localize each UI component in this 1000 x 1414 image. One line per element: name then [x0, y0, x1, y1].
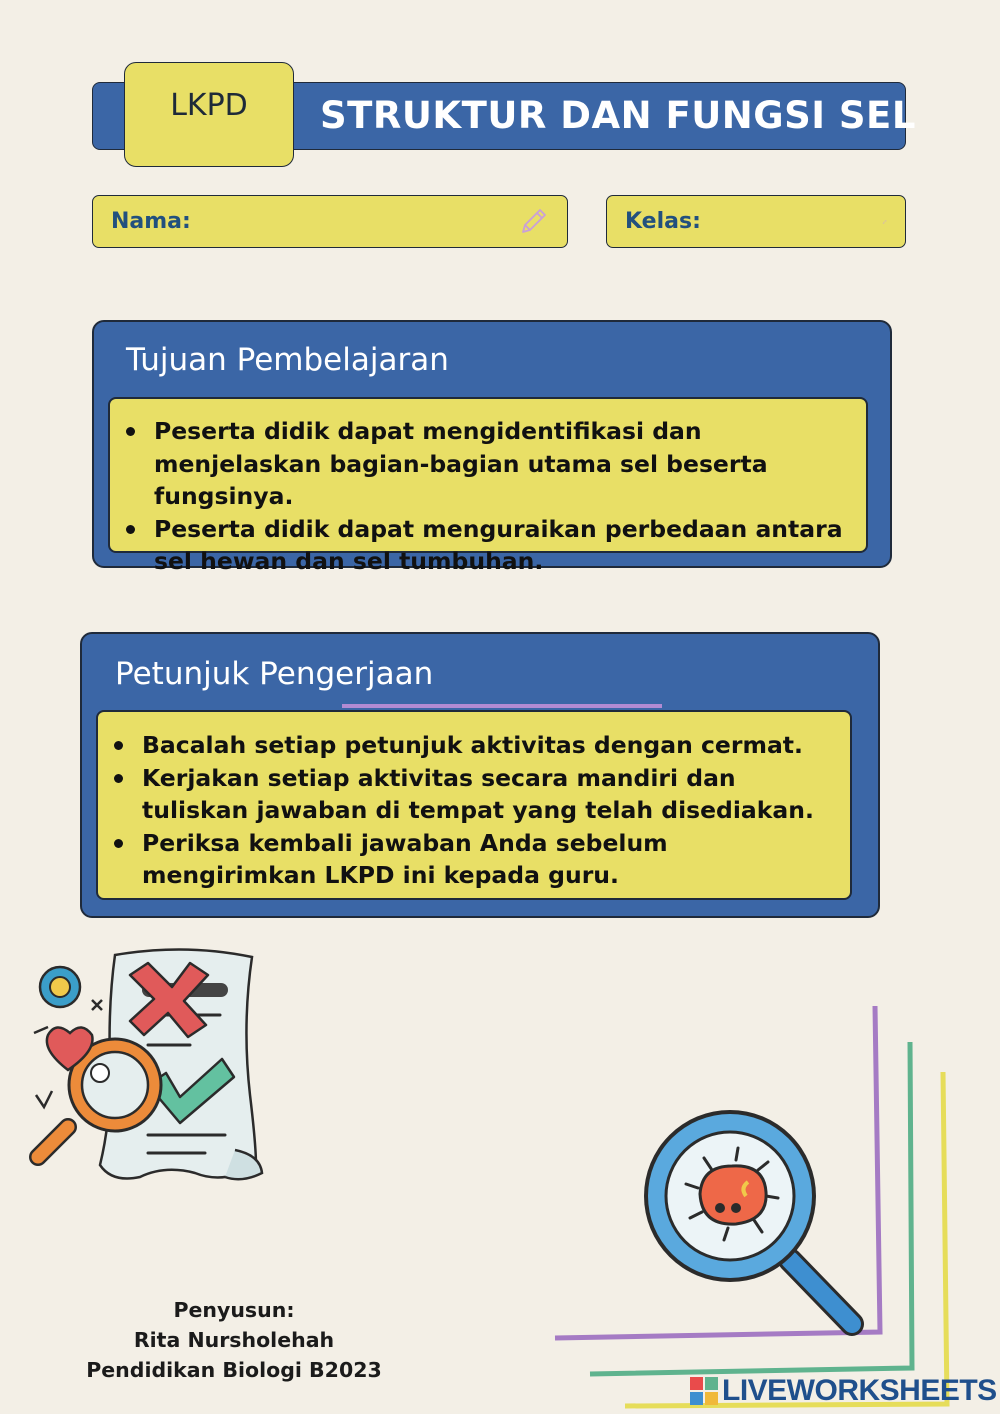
nama-label: Nama: — [111, 209, 191, 234]
page-title: STRUKTUR DAN FUNGSI SEL — [320, 94, 916, 137]
list-item: Peserta didik dapat mengidentifikasi dan menjelaskan bagian-bagian utama sel beserta fungsinya. — [154, 415, 866, 513]
microbe-magnifier-illustration — [640, 1108, 875, 1338]
author-program: Pendidikan Biologi B2023 — [86, 1358, 382, 1382]
tujuan-title: Tujuan Pembelajaran — [126, 342, 449, 378]
petunjuk-title: Petunjuk Pengerjaan — [115, 656, 434, 692]
petunjuk-list — [98, 729, 850, 892]
petunjuk-list-box — [96, 710, 852, 900]
kelas-input[interactable] — [701, 206, 882, 238]
lkpd-badge-label: LKPD — [170, 88, 248, 123]
list-item: Periksa kembali jawaban Anda sebelum mengirimkan LKPD ini kepada guru. — [142, 827, 850, 892]
small-check-icon — [36, 1091, 52, 1107]
author-block — [60, 1295, 408, 1385]
checklist-illustration — [20, 945, 270, 1190]
kelas-label: Kelas: — [625, 209, 701, 234]
kelas-field — [606, 195, 906, 248]
nama-field — [92, 195, 568, 248]
x-mark-icon — [92, 1000, 102, 1010]
nama-input[interactable] — [191, 206, 517, 238]
tujuan-panel — [92, 320, 892, 575]
list-item: Bacalah setiap petunjuk aktivitas dengan cermat. — [142, 729, 850, 762]
author-name: Rita Nursholehah — [133, 1328, 335, 1352]
petunjuk-panel — [80, 632, 880, 918]
pencil-icon — [517, 206, 549, 238]
title-underline — [342, 704, 662, 708]
dash-icon — [34, 1027, 48, 1033]
brand-name: LIVEWORKSHEETS — [722, 1374, 997, 1407]
tujuan-list-box — [108, 397, 868, 575]
list-item: Kerjakan setiap aktivitas secara mandiri dan tuliskan jawaban di tempat yang telah disediakan. — [142, 762, 850, 827]
liveworksheets-brand[interactable] — [690, 1374, 997, 1408]
lkpd-badge — [124, 62, 294, 167]
list-item: Peserta didik dapat menguraikan perbedaan antara sel hewan dan sel tumbuhan. — [154, 513, 866, 578]
pencil-icon — [882, 206, 887, 238]
author-label: Penyusun: — [173, 1298, 295, 1322]
target-icon — [40, 967, 80, 1007]
tujuan-list — [110, 415, 866, 578]
liveworksheets-logo-icon — [690, 1377, 718, 1405]
